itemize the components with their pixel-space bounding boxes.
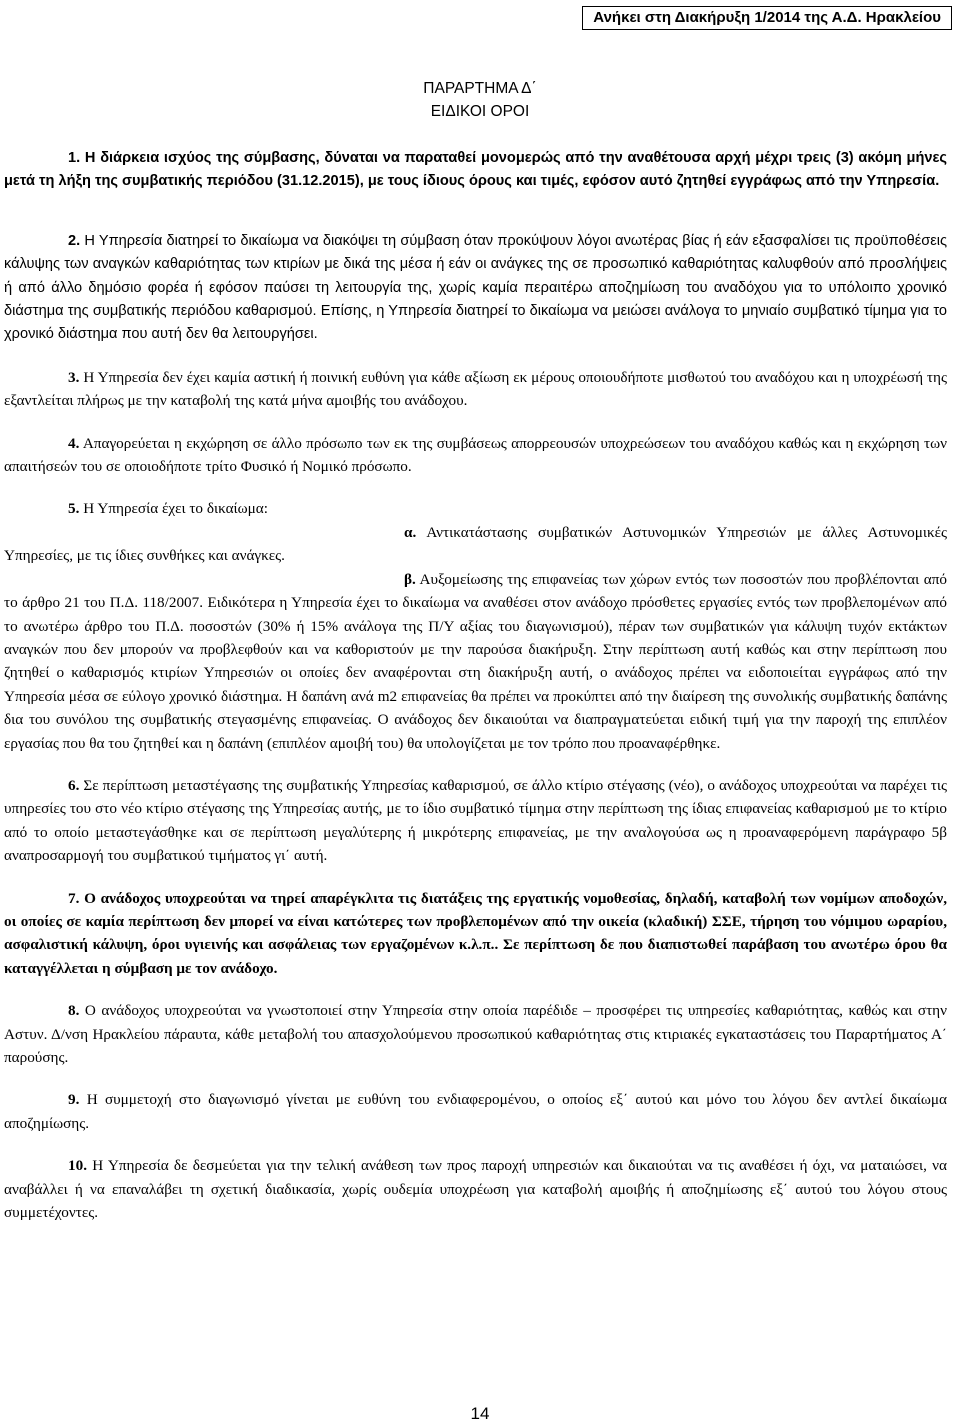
- term-10: 10. Η Υπηρεσία δε δεσμεύεται για την τελική ανάθεση των προς παροχή υπηρεσιών και δικαιούται να τις αναθέσει ή όχι, να ματαιώσει, να αναβάλλει ή να επαναλάβει τη σχετική διαδικασία, χωρίς ουδεμία υποχρέωση για καταβολή αμοιβής ή αποζημίωσης εξ΄ αυτού του λόγου στους συμμετέχοντες.: [4, 1157, 947, 1222]
- header-tag-text: Ανήκει στη Διακήρυξη 1/2014 της Α.Δ. Ηρακλείου: [593, 9, 941, 26]
- term-3: 3. Η Υπηρεσία δεν έχει καμία αστική ή ποινική ευθύνη για κάθε αξίωση εκ μέρους οποιουδήποτε μισθωτού του αναδόχου και η υποχρέωσή της εξαντλείται πλήρως με την καταβολή της κατά μήνα αμοιβής του ανάδοχου.: [4, 368, 947, 410]
- term-6: 6. Σε περίπτωση μεταστέγασης της συμβατικής Υπηρεσίας καθαρισμού, σε άλλο κτίριο στέγασης (νέο), ο ανάδοχος υποχρεούται να παρέχει τις υπηρεσίες του στο νέο κτίριο στέγασης της Υπηρεσίας αυτής, με το ίδιο συμβατικό τίμημα στην περίπτωση της ίδιας επιφανείας καθαρισμού με το κτίριο από το οποίο μεταστεγάσθηκε και σε περίπτωση μεγαλύτερης ή μικρότερης επιφανείας, με την αναλογούσα ως η προαναφερόμενη παράγραφο 5β αναπροσαρμογή του συμβατικού τιμήματος γι΄ αυτή.: [4, 776, 947, 865]
- term-9: 9. Η συμμετοχή στο διαγωνισμό γίνεται με ευθύνη του ενδιαφερομένου, ο οποίος εξ΄ αυτού και μόνο του λόγου δεν αντλεί δικαίωμα αποζημίωσης.: [4, 1091, 947, 1132]
- term-5a: α. Αντικατάστασης συμβατικών Αστυνομικών Υπηρεσιών με άλλες Αστυνομικές Υπηρεσίες, με τις ίδιες συνθήκες και ανάγκες.: [4, 523, 947, 565]
- page-number: 14: [470, 1404, 490, 1423]
- annex-title: ΠΑΡΑΡΤΗΜΑ Δ΄: [423, 80, 537, 97]
- annex-subtitle: ΕΙΔΙΚΟΙ ΟΡΟΙ: [430, 103, 530, 120]
- term-7: 7. Ο ανάδοχος υποχρεούται να τηρεί απαρέγκλιτα τις διατάξεις της εργατικής νομοθεσίας, δηλαδή, καταβολή των νομίμων αποδοχών, οι οποίες σε καμία περίπτωση δεν μπορεί να είναι κατώτερες των προβλεπομένων από την οικεία (κλαδική) ΣΣΕ, τήρηση του νόμιμου ωραρίου, ασφαλιστική κάλυψη, όροι υγιεινής και ασφάλειας των εργαζομένων κ.λ.π.. Σε περίπτωση δε που διαπιστωθεί παράβαση του ανωτέρω όρου θα καταγγέλλεται η σύμβαση με τον ανάδοχο.: [4, 889, 947, 977]
- term-8: 8. Ο ανάδοχος υποχρεούται να γνωστοποιεί στην Υπηρεσία στην οποία παρέδιδε – προσφέρει τις υπηρεσίες καθαριότητας, καθώς και στην Αστυν. Δ/νση Ηρακλείου πάραυτα, κάθε μεταβολή του απασχολούμενου προσωπικού καθαριότητας στις κτιριακές εγκαταστάσεις του Παραρτήματος Α΄ παρούσης.: [4, 1002, 947, 1066]
- term-4: 4. Απαγορεύεται η εκχώρηση σε άλλο πρόσωπο των εκ της συμβάσεως απορρεουσών υποχρεώσεων του αναδόχου καθώς και η εκχώρηση των απαιτήσεών του σε οποιοδήποτε τρίτο Φυσικό ή Νομικό πρόσωπο.: [4, 434, 947, 476]
- term-5: 5. Η Υπηρεσία έχει το δικαίωμα:: [68, 500, 268, 518]
- term-2: 2. Η Υπηρεσία διατηρεί το δικαίωμα να διακόψει τη σύμβαση όταν προκύψουν λόγοι ανωτέρας βίας ή εάν εξασφαλίσει τις προϋποθέσεις κάλυψης των αναγκών καθαριότητας των κτιρίων με δικά της μέσα ή εάν οι ανάγκες της σε προσωπικό καθαριότητας καλυφθούν από προσλήψεις ή από άλλο δημόσιο φορέα ή εφόσον παύσει τη λειτουργία της, χωρίς καμία περαιτέρω αποζημίωση του αναδόχου για το υπόλοιπο χρονικό διάστημα της συμβατικής περιόδου καθαρισμού. Επίσης, η Υπηρεσία διατηρεί το δικαίωμα να μειώσει ανάλογα το μηνιαίο συμβατικό τίμημα για το χρονικό διάστημα που αυτή δεν θα λειτουργήσει.: [4, 232, 947, 343]
- document-body: [4, 147, 947, 1224]
- header-tag: [582, 6, 952, 30]
- term-5b: β. Αυξομείωσης της επιφανείας των χώρων εντός των ποσοστών που προβλέπονται από το άρθρο 21 του Π.Δ. 118/2007. Ειδικότερα η Υπηρεσία έχει το δικαίωμα να αναθέσει στον ανάδοχο πρόσθετες εργασίες εντός των προβλεπομένων από το ανωτέρω άρθρο του Π.Δ. ποσοστών (30% ή 15% ανάλογα της Π/Υ αξίας του διαγωνισμού), πέραν των συμβατικών για κάλυψη τυχόν εκτάκτων αναγκών που δεν μπορούν να προβλεφθούν και να καθοριστούν με την παρούσα διακήρυξη. Στην περίπτωση αυτή καθώς και στην περίπτωση που ζητηθεί ο καθαρισμός κτιρίων Υπηρεσιών οι οποίες δεν αναφέρονται στη διακήρυξη αυτή, ο ανάδοχος πρέπει να ειδοποιείται εγγράφως από την Υπηρεσία μέσα σε εύλογο χρονικό διάστημα. Η δαπάνη ανά m2 επιφανείας θα πρέπει να προκύπτει από την διαίρεση της συνολικής συμβατικής δαπάνης δια του συνόλου της συμβατικής στεγασμένης επιφανείας. Ο ανάδοχος δεν δικαιούται να διαπραγματεύεται ειδική τιμή για την παροχή της επιπλέον εργασίας που θα του ζητηθεί και η δαπάνη (επιπλέον αμοιβή του) θα υπολογίζεται με τον τρόπο που προαναφέρθηκε.: [4, 570, 947, 752]
- term-1: 1. Η διάρκεια ισχύος της σύμβασης, δύναται να παραταθεί μονομερώς από την αναθέτουσα αρχή μέχρι τρεις (3) ακόμη μήνες μετά τη λήξη της συμβατικής περιόδου (31.12.2015), με τους ίδιους όρους και τιμές, εφόσον αυτό ζητηθεί εγγράφως από την Υπηρεσία.: [4, 150, 947, 190]
